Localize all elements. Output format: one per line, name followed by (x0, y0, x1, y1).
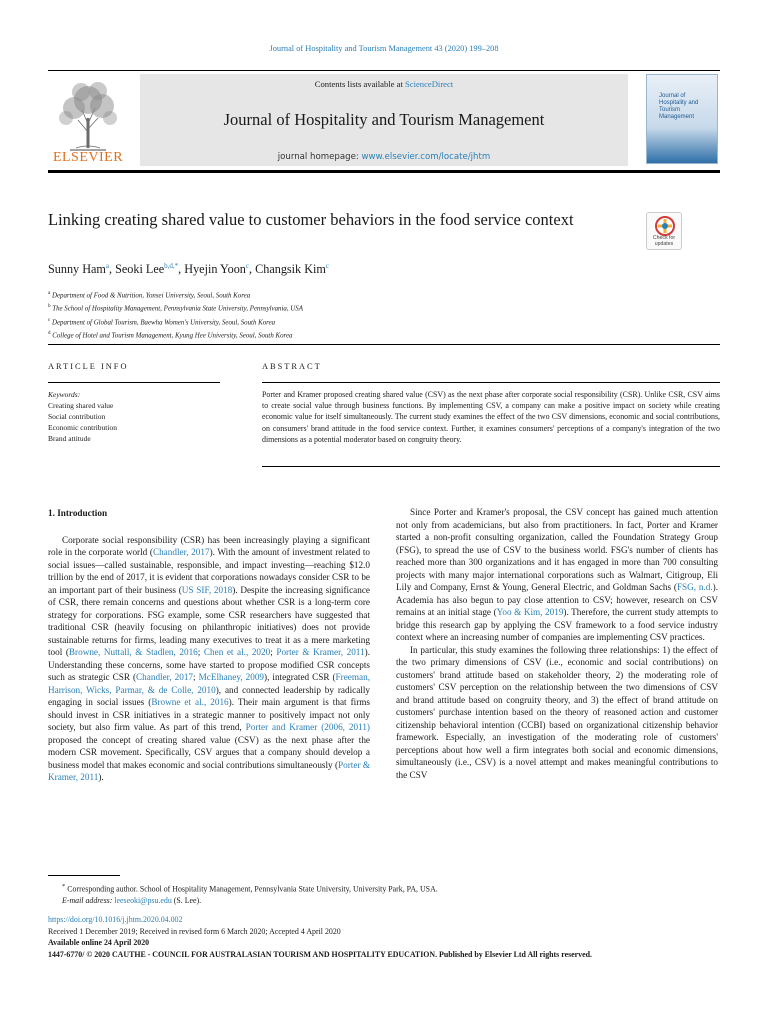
citation-link[interactable]: Porter & Kramer, 2011 (48, 759, 370, 782)
email-label: E-mail address: (62, 895, 113, 905)
received-dates: Received 1 December 2019; Received in revised form 6 March 2020; Accepted 4 April 2020 (48, 926, 341, 936)
citation-link[interactable]: US SIF, 2018 (181, 584, 233, 595)
affiliation-text: Department of Food & Nutrition, Yonsei University, Seoul, South Korea (51, 292, 251, 300)
paragraph-text: Corporate social responsibility (CSR) has been increasingly playing a significant role in the corporate world ( (48, 534, 370, 557)
journal-citation[interactable]: Journal of Hospitality and Tourism Management 43 (2020) 199–208 (269, 44, 499, 53)
citation-link[interactable]: Browne et al., 2016 (151, 697, 229, 707)
header-rule-thick (48, 170, 720, 173)
email-link[interactable]: leeseoki@psu.edu (114, 895, 172, 905)
affiliation (48, 301, 303, 314)
paragraph-text: ). (98, 772, 104, 782)
homepage-line (140, 152, 628, 162)
header-rule (48, 70, 720, 71)
affiliation (48, 288, 303, 301)
article-info-rule (48, 382, 220, 383)
paragraph-text: Since Porter and Kramer's proposal, the CSV concept has gained much attention not only from academicians, but also from practitioners. In fact, Porter and Kramer started a non-profit consulting organization, called the Foundation Strategy Group (FSG), to spread the use of CSV to the business world. FSG's number of clients has reached more than 300 organizations and it has engaged in more than 700 consulting projects with many major international corporations such as Walmart, Citigroup, Eli Lily and Company, Ernst & Young, General Electric, and Goldman Sachs ( (396, 507, 718, 592)
paragraph-text: ). Academia has also begun to pay close attention to CSV; however, research on CSV remains at an initial stage ( (396, 582, 718, 617)
paragraph-text: ). With the amount of investment related to social issues—called sustainable, responsible, and impact investing—reaching $12.0 trillion by the end of 2017, it is evident that corporations nowadays consider CSR to be an important part of their business ( (48, 547, 370, 595)
sciencedirect-link[interactable]: ScienceDirect (405, 79, 454, 89)
keyword: Creating shared value (48, 401, 114, 410)
citation-link[interactable]: McElhaney, 2009 (198, 672, 265, 682)
citation-link[interactable]: FSG, n.d. (676, 582, 713, 592)
affiliation-mark: c (48, 317, 51, 323)
footnote-rule (48, 875, 120, 876)
affiliation-mark: d (48, 330, 51, 336)
keywords-block (48, 389, 117, 444)
paragraph-text: ), integrated CSR ( (264, 672, 336, 682)
affiliation-text: College of Hotel and Tourism Management, Kyung Hee University, Seoul, South Korea (52, 332, 293, 340)
body-paragraph (48, 534, 370, 784)
journal-cover-thumbnail[interactable] (646, 74, 718, 164)
keyword: Social contribution (48, 412, 106, 421)
body-column-right (396, 506, 718, 781)
body-paragraph (396, 644, 718, 782)
crossmark-label: Check for updates (652, 235, 676, 247)
abstract-heading: ABSTRACT (262, 362, 322, 371)
affiliation-mark: b (48, 304, 51, 310)
affiliation-text: The School of Hospitality Management, Pennsylvania State University, Pennsylvania, USA (52, 305, 303, 313)
keyword: Brand attitude (48, 434, 91, 443)
paragraph-container (48, 534, 370, 784)
email-suffix: (S. Lee). (171, 895, 202, 905)
available-online: Available online 24 April 2020 (48, 938, 150, 948)
affiliation-mark: a (48, 291, 51, 296)
cover-text: Journal of Hospitality and Tourism Management (659, 93, 699, 120)
author-affiliation-mark[interactable]: a (105, 262, 109, 270)
footnotes (48, 881, 438, 906)
paragraph-text: ). Despite the increasing significance of CSR, there remain concerns and questions about whether CSR is a long-term core strategy for corporations. FSG example, some CSR researchers have suggested that traditional CSR (heavily focusing on philanthropic initiatives) does not provide sustainable returns for firms, leading many executives to treat it as a mere marketing tool ( (48, 584, 370, 657)
citation-link[interactable]: Chen et al., 2020 (203, 647, 271, 657)
email-note (48, 895, 438, 906)
author-affiliation-mark[interactable]: b,d,* (164, 262, 179, 270)
paragraph-text: proposed the concept of creating shared value (CSV) as the next phase after the modern CSR movement. Specifically, CSV argues that a company should develop a business model that makes economic and social contributions simultaneously ( (48, 734, 370, 770)
abstract-text: Porter and Kramer proposed creating shared value (CSV) as the next phase after corporate social responsibility (CSR). Unlike CSR, CSV aims to create social value through business functions. By implementing CSV, a company can make a positive impact on society while creating economic value for itself simultaneously. The current study examines the effect of the two CSV dimensions, economic and social contributions, on consumers' brand attitude in the food service context. Further, it examines consumers' perceptions of a company's integration of the two dimensions as a potential moderator based on congruity theory. (262, 390, 720, 444)
keyword: Economic contribution (48, 423, 117, 432)
paragraph-text: ; (270, 647, 277, 657)
contents-line (140, 79, 628, 89)
author-affiliation-mark[interactable]: c (245, 262, 250, 270)
paragraph-text: ; (197, 647, 204, 657)
author-name[interactable]: Hyejin Yoon (184, 262, 246, 277)
elsevier-wordmark: ELSEVIER (52, 150, 124, 165)
paragraph-text: ). Therefore, the current study attempts to bridge this research gap by applying the CSV framework to a food service industry context where an increasing number of companies are implementing CSV practices. (396, 607, 718, 642)
paragraph-text: ). Their main argument is that firms should invest in CSR initiatives in a strategic manner to positively impact not only society, but also firm value. As part of this trend, (48, 697, 370, 732)
section-divider (48, 344, 720, 345)
author-list: Sunny Ham$^a$, Seoki Lee$^{b,d,*}$, Hyejin Yoon$^c$, Changsik Kim$^c$ (48, 262, 329, 277)
paragraph-text: In particular, this study examines the following three relationships: 1) the effect of the two primary dimensions of CSV (i.e., economic and social contributions) on customers' brand attitude based on stakeholder theory, 2) the moderating role of customers' CSV perception on the relationship between the two dimensions of CSV and brand attitude based on congruity theory, and 3) the effect of brand attitude on customers' purchase intention based on the theory of reasoned action and customer citizenship behavioral intention (CCBI) based on organizational citizenship behavior framework. Especially, an investigation of the moderating role of customers' perceptions about how well a firm integrates both social and economic dimensions, simultaneously (i.e., CSV) is a novel attempt and makes meaningful contributions to the CSV (396, 644, 718, 780)
paragraph-container (396, 506, 718, 781)
citation-link[interactable]: Chandler, 2017 (152, 547, 210, 557)
citation-link[interactable]: Porter and Kramer (2006, 2011) (245, 722, 370, 732)
author-affiliation-mark[interactable]: c (325, 262, 329, 270)
crossmark-icon (647, 213, 683, 237)
paragraph-text: ; (193, 672, 199, 682)
citation-link[interactable]: Freeman, Harrison, Wicks, Parmar, & de Colle, 2010 (48, 672, 370, 695)
corresponding-author-text: Corresponding author. School of Hospitality Management, Pennsylvania State University, University Park, PA, USA. (67, 884, 438, 894)
citation-link[interactable]: Porter & Kramer, 2011 (276, 647, 365, 657)
doi-link[interactable]: https://doi.org/10.1016/j.jhtm.2020.04.002 (48, 915, 183, 924)
publication-info (48, 914, 592, 960)
homepage-prefix: journal homepage: (277, 152, 362, 162)
copyright-line: 1447-6770/ © 2020 CAUTHE - COUNCIL FOR AUSTRALASIAN TOURISM AND HOSPITALITY EDUCATION. Published by Elsevier Ltd All rights reserved. (48, 949, 592, 959)
citation-link[interactable]: Chandler, 2017 (136, 672, 194, 682)
paragraph-text: ), and connected leadership by radically engaging in social issues ( (48, 684, 370, 707)
paragraph-text: ). Understanding these concerns, some have started to propose modified CSR concepts such as strategic CSR ( (48, 647, 371, 682)
abstract-rule (262, 382, 720, 383)
affiliation (48, 328, 303, 341)
author-name[interactable]: Seoki Lee (115, 262, 165, 277)
citation-link[interactable]: Yoo & Kim, 2019 (496, 607, 564, 617)
body-paragraph (396, 506, 718, 644)
affiliation-list (48, 288, 303, 341)
contents-prefix: Contents lists available at (314, 79, 405, 89)
affiliation-text: Department of Global Tourism, Baewha Women's University, Seoul, South Korea (51, 318, 276, 326)
article-info-heading: ARTICLE INFO (48, 362, 129, 371)
section-heading: 1. Introduction (48, 508, 108, 518)
citation-link[interactable]: Browne, Nuttall, & Stadlen, 2016 (68, 647, 198, 657)
affiliation (48, 315, 303, 328)
author-name[interactable]: Sunny Ham (48, 262, 106, 277)
article-title: Linking creating shared value to customer behaviors in the food service context (48, 210, 574, 229)
homepage-link[interactable]: www.elsevier.com/locate/jhtm (361, 152, 491, 162)
abstract-bottom-rule (262, 466, 720, 467)
corresponding-author-note: * Corresponding author. School of Hospitality Management, Pennsylvania State University, University Park, PA, USA. (62, 883, 438, 894)
author-name[interactable]: Changsik Kim (255, 262, 326, 277)
journal-title: Journal of Hospitality and Tourism Management (223, 110, 545, 129)
body-column-left (48, 507, 370, 784)
keywords-label: Keywords: (48, 390, 81, 399)
